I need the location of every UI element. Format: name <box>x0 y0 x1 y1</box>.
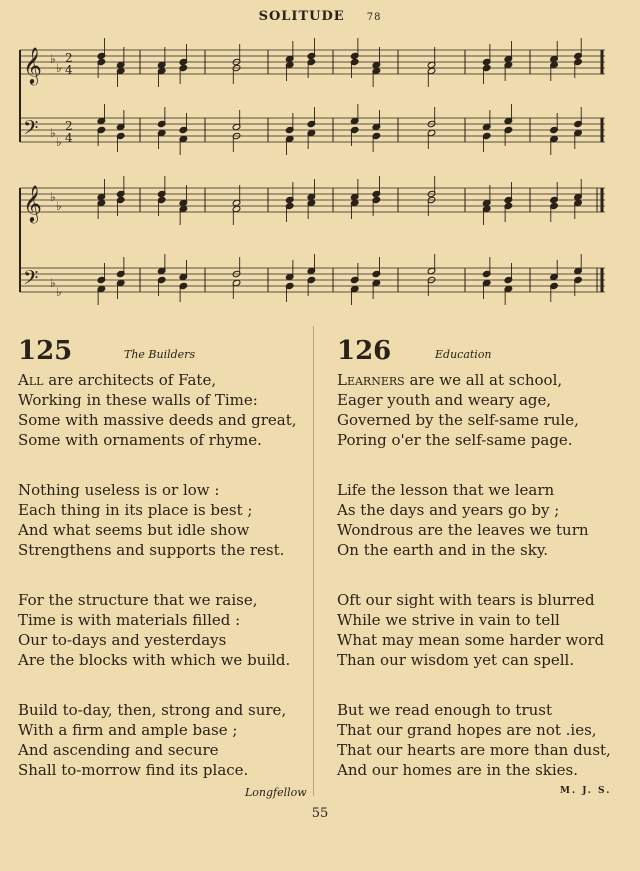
time-signature: 4 <box>65 131 73 145</box>
line-text: are architects of Fate, <box>43 371 217 389</box>
initial-word: All <box>18 371 44 389</box>
stanza-gap <box>18 560 303 590</box>
verse-line <box>18 480 303 500</box>
verse-line <box>18 610 303 630</box>
line-text: Are the blocks with which we build. <box>18 651 291 669</box>
verse-line <box>18 390 303 410</box>
line-text: are we all at school, <box>404 371 563 389</box>
hymn-126 <box>337 336 627 780</box>
column-divider <box>313 326 314 796</box>
line-text: What may mean some harder word <box>337 631 605 649</box>
music-score <box>0 0 640 320</box>
verse-line <box>18 500 303 520</box>
stanza <box>18 700 303 780</box>
hymn-text <box>18 370 303 780</box>
verse-line <box>337 430 627 450</box>
flat-icon: ♭ <box>56 285 62 299</box>
hymn-text <box>337 370 627 780</box>
treble-clef-icon: 𝄞 <box>23 46 42 84</box>
line-text: With a firm and ample base ; <box>18 721 238 739</box>
flat-icon: ♭ <box>50 190 56 204</box>
verse-line <box>337 630 627 650</box>
stanza-gap <box>337 670 627 700</box>
line-text: Time is with materials filled : <box>18 611 241 629</box>
page-number: 55 <box>311 806 329 821</box>
line-text: And what seems but idle show <box>18 521 250 539</box>
line-text: While we strive in vain to tell <box>337 611 560 629</box>
line-text: Shall to-morrow find its place. <box>18 761 249 779</box>
line-text: Than our wisdom yet can spell. <box>337 651 575 669</box>
verse-line <box>337 390 627 410</box>
line-text: Poring o'er the self-same page. <box>337 431 573 449</box>
line-text: Oft our sight with tears is blurred <box>337 591 595 609</box>
hymn-title: The Builders <box>124 348 196 361</box>
stanza <box>337 700 627 780</box>
hymn-125 <box>18 336 303 780</box>
verse-line <box>337 700 627 720</box>
verse-line <box>337 410 627 430</box>
flat-icon: ♭ <box>50 126 56 140</box>
verse-line <box>18 540 303 560</box>
line-text: Wondrous are the leaves we turn <box>337 521 589 539</box>
author-attribution: Longfellow <box>245 786 307 799</box>
treble-clef-icon: 𝄞 <box>23 184 42 222</box>
line-text: Strengthens and supports the rest. <box>18 541 285 559</box>
verse-line <box>337 590 627 610</box>
line-text: Our to-days and yesterdays <box>18 631 227 649</box>
line-text: And ascending and secure <box>18 741 219 759</box>
time-signature: 2 <box>65 51 73 65</box>
stanza-gap <box>337 560 627 590</box>
verse-line <box>337 540 627 560</box>
hymn-title: Education <box>435 348 492 361</box>
line-text: On the earth and in the sky. <box>337 541 549 559</box>
line-text: Nothing useless is or low : <box>18 481 220 499</box>
stanza <box>337 590 627 670</box>
stanza <box>337 370 627 450</box>
flat-icon: ♭ <box>56 61 62 75</box>
verse-line <box>337 370 627 390</box>
stanza-gap <box>18 670 303 700</box>
initial-word: Learners <box>337 371 405 389</box>
line-text: As the days and years go by ; <box>337 501 560 519</box>
stanza-gap <box>337 450 627 480</box>
line-text: But we read enough to trust <box>337 701 552 719</box>
verse-line <box>337 610 627 630</box>
verse-line <box>18 590 303 610</box>
stanza <box>18 370 303 450</box>
line-text: Life the lesson that we learn <box>337 481 555 499</box>
hymn-number: 126 <box>337 336 392 366</box>
verse-line <box>18 700 303 720</box>
line-text: Some with massive deeds and great, <box>18 411 297 429</box>
stanza <box>337 480 627 560</box>
time-signature: 4 <box>65 63 73 77</box>
verse-line <box>337 500 627 520</box>
line-text: That our hearts are more than dust, <box>337 741 611 759</box>
verse-line <box>18 370 303 390</box>
stanza-gap <box>18 450 303 480</box>
verse-line <box>18 410 303 430</box>
stanza <box>18 480 303 560</box>
line-text: Governed by the self-same rule, <box>337 411 579 429</box>
flat-icon: ♭ <box>56 135 62 149</box>
verse-line <box>337 720 627 740</box>
line-text: And our homes are in the skies. <box>337 761 578 779</box>
hymn-heading <box>18 336 303 370</box>
verse-line <box>337 740 627 760</box>
tune-title: SOLITUDE <box>258 9 345 24</box>
line-text: Some with ornaments of rhyme. <box>18 431 262 449</box>
time-signature: 2 <box>65 119 73 133</box>
author-attribution: M. J. S. <box>560 786 612 796</box>
verse-line <box>337 760 627 780</box>
hymn-number: 125 <box>18 336 73 366</box>
verse-line <box>18 430 303 450</box>
verse-line <box>337 480 627 500</box>
verse-line <box>18 650 303 670</box>
flat-icon: ♭ <box>56 199 62 213</box>
flat-icon: ♭ <box>50 276 56 290</box>
verse-line <box>18 630 303 650</box>
line-text: For the structure that we raise, <box>18 591 258 609</box>
bass-clef-icon: 𝄢 <box>23 266 39 294</box>
line-text: That our grand hopes are not .ies, <box>337 721 597 739</box>
verse-line <box>337 650 627 670</box>
line-text: Working in these walls of Time: <box>18 391 258 409</box>
verse-line <box>18 760 303 780</box>
line-text: Build to-day, then, strong and sure, <box>18 701 287 719</box>
line-text: Eager youth and weary age, <box>337 391 552 409</box>
stanza <box>18 590 303 670</box>
verse-line <box>18 520 303 540</box>
verse-line <box>337 520 627 540</box>
line-text: Each thing in its place is best ; <box>18 501 253 519</box>
verse-line <box>18 720 303 740</box>
bass-clef-icon: 𝄢 <box>23 116 39 144</box>
verse-line <box>18 740 303 760</box>
flat-icon: ♭ <box>50 52 56 66</box>
hymn-heading <box>337 336 627 370</box>
tune-number: 78 <box>366 12 382 23</box>
